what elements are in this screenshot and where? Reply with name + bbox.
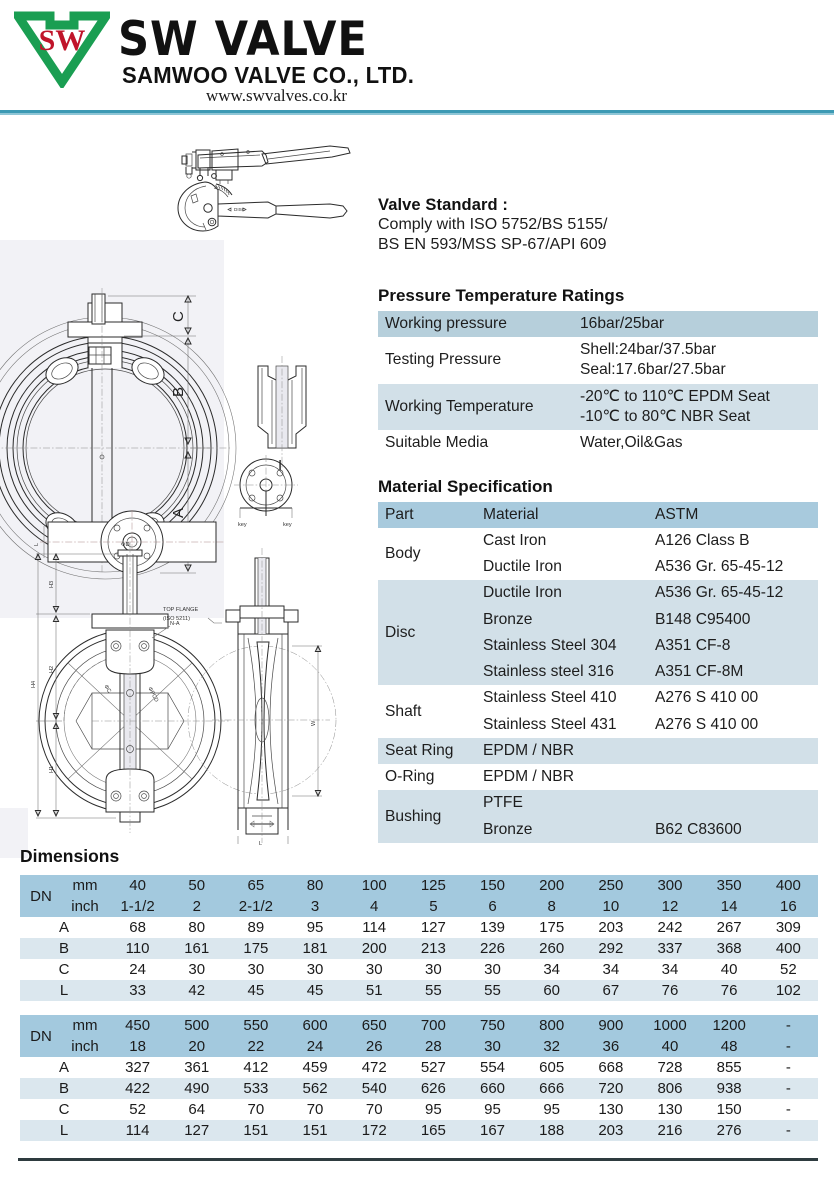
table-row <box>378 311 818 337</box>
cell: 361 <box>184 1059 210 1076</box>
cell: 200 <box>522 875 581 896</box>
cell: 65 <box>226 875 285 896</box>
cell: 80 <box>285 875 344 896</box>
cell: 161 <box>184 940 210 957</box>
row-label: A <box>58 1059 69 1076</box>
dimensions-table-2 <box>20 1015 818 1141</box>
cell: 24 <box>129 961 146 978</box>
cell: 110 <box>125 940 150 957</box>
material-name: PTFE <box>483 794 523 812</box>
unit-inch-label: inch <box>62 1036 108 1057</box>
table-row <box>20 1057 818 1078</box>
cell: 213 <box>420 940 446 957</box>
dn-label: DN <box>20 875 62 917</box>
table-row <box>378 580 818 606</box>
cell: 30 <box>463 1036 522 1057</box>
row-label: Suitable Media <box>385 434 489 452</box>
part-name: Body <box>385 544 421 562</box>
cell: 40 <box>720 961 738 978</box>
cell: 151 <box>243 1122 269 1139</box>
cell: 500 <box>167 1015 226 1036</box>
cell: 95 <box>484 1101 501 1118</box>
part-name: Bushing <box>385 807 442 825</box>
material-spec-table <box>378 502 818 843</box>
table-header-row <box>20 875 818 896</box>
top-flange-label-2: (ISO 5211) <box>163 616 190 622</box>
dimensions-table-1 <box>20 875 818 1001</box>
part-name: O-Ring <box>385 768 435 786</box>
cell: 626 <box>420 1080 446 1097</box>
cell: 12 <box>640 896 699 917</box>
material-name: Bronze <box>483 820 533 838</box>
cell: 34 <box>602 961 620 978</box>
cell: 55 <box>484 982 501 999</box>
lever-side-view <box>178 182 347 231</box>
table-row <box>378 430 818 456</box>
cell: 1200 <box>700 1015 759 1036</box>
cell: 260 <box>539 940 565 957</box>
part-name: Disc <box>385 623 416 641</box>
cell: 114 <box>362 919 387 936</box>
technical-drawings <box>0 118 372 847</box>
cell: 350 <box>700 875 759 896</box>
cell: 167 <box>480 1122 506 1139</box>
material-name: Ductile Iron <box>483 584 562 602</box>
cell: 800 <box>522 1015 581 1036</box>
cell: 472 <box>361 1059 387 1076</box>
svg-text:L: L <box>34 542 40 546</box>
row-value-line-2: -10℃ to 80℃ NBR Seat <box>580 408 751 425</box>
row-label: B <box>58 1080 69 1097</box>
astm-code: A536 Gr. 65-45-12 <box>655 584 784 602</box>
cell: 855 <box>716 1059 742 1076</box>
cell: 14 <box>700 896 759 917</box>
cell: 33 <box>129 982 146 999</box>
header-divider <box>0 110 834 114</box>
cell: 6 <box>463 896 522 917</box>
svg-text:N-A: N-A <box>170 621 180 627</box>
cell: 450 <box>108 1015 167 1036</box>
cell: 55 <box>425 982 442 999</box>
table-header-row <box>20 1036 818 1057</box>
cell: 938 <box>716 1080 742 1097</box>
svg-text:L: L <box>259 841 263 847</box>
cell: 40 <box>108 875 167 896</box>
cell: 45 <box>247 982 265 999</box>
cell: 42 <box>188 982 206 999</box>
part-name: Seat Ring <box>385 741 454 759</box>
cell: 20 <box>167 1036 226 1057</box>
table-header-row <box>20 896 818 917</box>
cell: 292 <box>598 940 624 957</box>
cell: 3 <box>285 896 344 917</box>
cell: 95 <box>425 1101 442 1118</box>
footer-divider <box>18 1158 818 1161</box>
valve-standard-block <box>378 196 818 256</box>
cell: 130 <box>657 1101 683 1118</box>
cell: 175 <box>243 940 269 957</box>
cell: 459 <box>302 1059 328 1076</box>
row-label: Working pressure <box>385 314 507 332</box>
cell: 660 <box>480 1080 506 1097</box>
column-header-astm: ASTM <box>648 502 818 528</box>
cell: 666 <box>539 1080 565 1097</box>
cell: - <box>785 1059 791 1076</box>
material-name: Stainless Steel 304 <box>483 636 617 654</box>
material-name: Stainless Steel 431 <box>483 715 617 733</box>
cell: 22 <box>226 1036 285 1057</box>
material-name: EPDM / NBR <box>483 741 574 759</box>
cell: 540 <box>361 1080 387 1097</box>
cell: - <box>785 1101 791 1118</box>
dim-label-b: B <box>170 386 187 397</box>
svg-text:H1: H1 <box>49 765 55 773</box>
part-name: Shaft <box>385 702 422 720</box>
table-row <box>20 1120 818 1141</box>
cell: 276 <box>716 1122 742 1139</box>
cell: 181 <box>302 940 328 957</box>
cell: 139 <box>480 919 506 936</box>
cell: 24 <box>285 1036 344 1057</box>
dimensions-section <box>20 846 818 1141</box>
cell: 203 <box>598 919 624 936</box>
astm-code: B148 C95400 <box>655 610 751 628</box>
specification-column <box>378 196 818 843</box>
row-label: Working Temperature <box>385 397 534 415</box>
cell: 554 <box>480 1059 506 1076</box>
cell: 150 <box>716 1101 742 1118</box>
logo-text: SW <box>38 24 86 57</box>
astm-code: A126 Class B <box>655 531 750 549</box>
cell: 28 <box>404 1036 463 1057</box>
pressure-ratings-title: Pressure Temperature Ratings <box>378 285 625 305</box>
table-row <box>378 384 818 431</box>
table-row <box>378 790 818 816</box>
table-row <box>378 337 818 384</box>
row-label: L <box>59 982 69 999</box>
cell: 100 <box>345 875 404 896</box>
astm-code: A276 S 410 00 <box>655 689 759 707</box>
cell: 4 <box>345 896 404 917</box>
astm-code: B62 C83600 <box>655 820 742 838</box>
cell: 114 <box>125 1122 150 1139</box>
unit-mm-label: mm <box>62 875 108 896</box>
table-row <box>20 980 818 1001</box>
cell: 68 <box>129 919 146 936</box>
astm-code: A536 Gr. 65-45-12 <box>655 558 784 576</box>
astm-code <box>648 790 818 816</box>
table-row <box>378 528 818 554</box>
svg-text:H3: H3 <box>49 580 55 588</box>
cell: 400 <box>775 940 801 957</box>
column-header-material: Material <box>476 502 648 528</box>
cell: - <box>759 1036 818 1057</box>
cell: 26 <box>345 1036 404 1057</box>
cell: 242 <box>657 919 683 936</box>
cell: 76 <box>661 982 679 999</box>
valve-standard-line-1: Comply with ISO 5752/BS 5155/ <box>378 216 608 233</box>
table-row <box>20 938 818 959</box>
cell: 309 <box>775 919 801 936</box>
cell: 412 <box>243 1059 269 1076</box>
cell: 200 <box>361 940 387 957</box>
cell: 60 <box>543 982 561 999</box>
table-header-row <box>378 502 818 528</box>
cell: 600 <box>285 1015 344 1036</box>
cell: 368 <box>716 940 742 957</box>
cell: 64 <box>188 1101 206 1118</box>
row-value <box>573 337 818 384</box>
valve-standard-title: Valve Standard : <box>378 196 508 214</box>
brand-website: www.swvalves.co.kr <box>206 86 348 105</box>
cell: 32 <box>522 1036 581 1057</box>
row-value-line-2: Seal:17.6bar/27.5bar <box>580 361 726 379</box>
row-label: C <box>58 961 70 978</box>
material-name: Stainless steel 316 <box>483 663 614 681</box>
table-row <box>20 917 818 938</box>
material-name: EPDM / NBR <box>483 768 574 786</box>
astm-code: A351 CF-8 <box>655 636 731 654</box>
cell: 10 <box>581 896 640 917</box>
cell: 30 <box>247 961 265 978</box>
astm-code <box>648 738 818 764</box>
cell: 67 <box>602 982 620 999</box>
table-row <box>20 1078 818 1099</box>
dim-label-a: A <box>170 507 187 518</box>
cell: 30 <box>484 961 501 978</box>
cell: 130 <box>598 1101 624 1118</box>
row-label: A <box>58 919 69 936</box>
cell: 8 <box>522 896 581 917</box>
cell: 18 <box>108 1036 167 1057</box>
cell: 45 <box>306 982 324 999</box>
row-label: B <box>58 940 69 957</box>
cell: 127 <box>420 919 446 936</box>
cell: 80 <box>188 919 206 936</box>
top-flange-label-1: TOP FLANGE <box>163 607 199 613</box>
material-name: Cast Iron <box>483 531 547 549</box>
cell: 728 <box>657 1059 683 1076</box>
cell: - <box>785 1122 791 1139</box>
cell: 188 <box>539 1122 565 1139</box>
cell: 151 <box>302 1122 328 1139</box>
cell: 165 <box>420 1122 446 1139</box>
cell: 267 <box>716 919 742 936</box>
cell: 48 <box>700 1036 759 1057</box>
cell: 51 <box>365 982 383 999</box>
cell: 400 <box>759 875 818 896</box>
cell: 89 <box>247 919 265 936</box>
astm-code: A276 S 410 00 <box>655 715 759 733</box>
cell: 422 <box>125 1080 151 1097</box>
cell: - <box>785 1080 791 1097</box>
svg-text:H4: H4 <box>31 680 37 688</box>
cell: 605 <box>539 1059 565 1076</box>
disc-label: DISC <box>234 207 245 212</box>
cell: 1-1/2 <box>108 896 167 917</box>
cell: 175 <box>539 919 565 936</box>
valve-large-section-view <box>163 548 336 847</box>
svg-text:ΦD: ΦD <box>121 542 130 548</box>
cell: 36 <box>581 1036 640 1057</box>
valve-standard-line-2: BS EN 593/MSS SP-67/API 609 <box>378 236 607 254</box>
pressure-ratings-block <box>378 286 818 457</box>
material-spec-title: Material Specification <box>378 476 553 496</box>
cell: 490 <box>184 1080 210 1097</box>
top-flange-bolt-view <box>234 455 298 528</box>
material-name: Bronze <box>483 610 533 628</box>
cell: 95 <box>543 1101 561 1118</box>
cell: 533 <box>243 1080 269 1097</box>
cell: 52 <box>780 961 797 978</box>
cell: 2-1/2 <box>226 896 285 917</box>
cell: 34 <box>661 961 679 978</box>
row-label: Testing Pressure <box>385 351 502 369</box>
cell: 806 <box>657 1080 683 1097</box>
cell: 172 <box>361 1122 387 1139</box>
material-name: Ductile Iron <box>483 558 562 576</box>
cell: 527 <box>420 1059 446 1076</box>
cell: 30 <box>365 961 383 978</box>
cell: 76 <box>720 982 738 999</box>
table-row <box>378 738 818 764</box>
cell: 650 <box>345 1015 404 1036</box>
cell: 127 <box>184 1122 210 1139</box>
lever-top-view <box>182 146 350 184</box>
cell: 30 <box>306 961 324 978</box>
row-label: L <box>59 1122 69 1139</box>
cell: 34 <box>543 961 561 978</box>
cell: 5 <box>404 896 463 917</box>
svg-text:ΦC: ΦC <box>102 683 112 695</box>
cell: 250 <box>581 875 640 896</box>
cell: 52 <box>129 1101 146 1118</box>
column-header-part: Part <box>378 502 476 528</box>
table-row <box>20 959 818 980</box>
astm-code <box>648 764 818 790</box>
cell: 550 <box>226 1015 285 1036</box>
cell: 70 <box>247 1101 265 1118</box>
pressure-ratings-table <box>378 311 818 457</box>
cell: 203 <box>598 1122 624 1139</box>
table-row <box>378 685 818 711</box>
cell: 668 <box>598 1059 624 1076</box>
row-value: 16bar/25bar <box>580 314 665 332</box>
cell: 700 <box>404 1015 463 1036</box>
dim-label-l-small: I <box>278 457 283 474</box>
cell: 102 <box>775 982 801 999</box>
cell: 30 <box>188 961 206 978</box>
key-label-left: key <box>238 522 247 528</box>
svg-text:H2: H2 <box>49 665 55 673</box>
cell: 125 <box>404 875 463 896</box>
cell: - <box>759 1015 818 1036</box>
row-value-line-1: -20℃ to 110℃ EPDM Seat <box>580 387 770 405</box>
unit-inch-label: inch <box>62 896 108 917</box>
cell: 2 <box>167 896 226 917</box>
row-value: Water,Oil&Gas <box>580 434 683 452</box>
material-name: Stainless Steel 410 <box>483 689 617 707</box>
cell: 562 <box>302 1080 328 1097</box>
cell: 720 <box>598 1080 624 1097</box>
dn-label: DN <box>20 1015 62 1057</box>
row-label: C <box>58 1101 70 1118</box>
cell: 327 <box>125 1059 151 1076</box>
dimensions-title: Dimensions <box>20 846 120 866</box>
svg-text:ΦPCD: ΦPCD <box>146 686 160 704</box>
svg-text:W: W <box>311 720 317 726</box>
cell: 1000 <box>640 1015 699 1036</box>
valve-section-l-view <box>258 356 306 474</box>
cell: 70 <box>365 1101 383 1118</box>
cell: 50 <box>167 875 226 896</box>
brand-title: SW VALVE <box>118 12 368 67</box>
cell: 300 <box>640 875 699 896</box>
brand-subtitle: SAMWOO VALVE CO., LTD. <box>122 62 415 88</box>
drawing-canvas <box>0 118 372 847</box>
cell: 900 <box>581 1015 640 1036</box>
valve-large-front-view <box>31 542 230 833</box>
table-header-row <box>20 1015 818 1036</box>
cell: 337 <box>657 940 683 957</box>
cell: 16 <box>759 896 818 917</box>
sw-logo-icon <box>14 10 110 88</box>
unit-mm-label: mm <box>62 1015 108 1036</box>
cell: 30 <box>425 961 442 978</box>
astm-code: A351 CF-8M <box>655 663 744 681</box>
cell: 150 <box>463 875 522 896</box>
key-label-right: key <box>283 522 292 528</box>
cell: 216 <box>657 1122 683 1139</box>
cell: 750 <box>463 1015 522 1036</box>
page-header <box>0 0 834 105</box>
table-row <box>378 764 818 790</box>
table-row <box>20 1099 818 1120</box>
material-spec-block <box>378 477 818 843</box>
cell: 226 <box>480 940 506 957</box>
cell: 95 <box>306 919 324 936</box>
cell: 40 <box>640 1036 699 1057</box>
dim-label-c: C <box>170 311 187 322</box>
row-value <box>573 384 818 431</box>
table-spacer <box>20 1001 818 1015</box>
row-value-line-1: Shell:24bar/37.5bar <box>580 341 717 359</box>
cell: 70 <box>306 1101 324 1118</box>
